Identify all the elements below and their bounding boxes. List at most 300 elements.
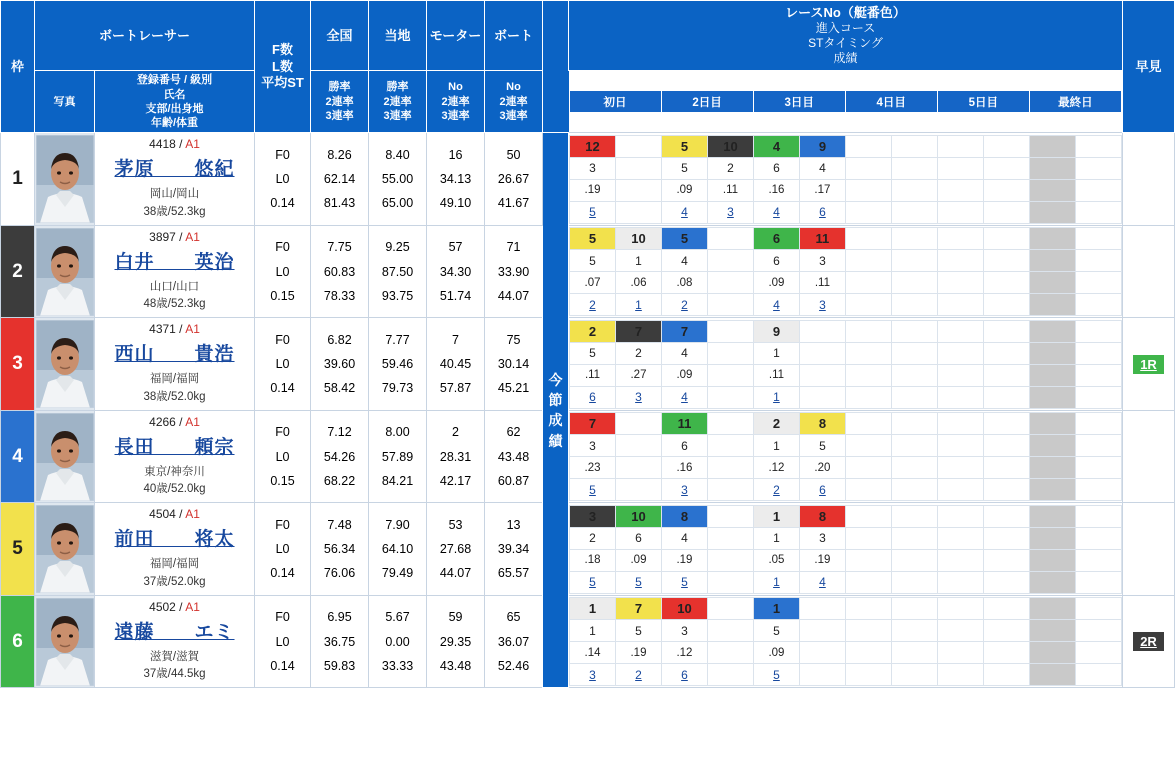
national-stats <box>311 318 369 411</box>
finish-rank-cell <box>1075 479 1121 501</box>
finish-rank-link[interactable]: 3 <box>819 297 826 312</box>
finish-rank-link[interactable]: 6 <box>819 205 826 220</box>
finish-rank-link[interactable]: 6 <box>589 390 596 405</box>
entry-course-cell <box>983 157 1029 179</box>
header-boat-no-1: 2連率 <box>499 95 528 108</box>
st-timing-cell: .09 <box>661 364 707 386</box>
race-place-cell <box>1075 135 1121 157</box>
finish-rank-link[interactable]: 1 <box>635 297 642 312</box>
racer-name-link[interactable]: 遠藤 エミ <box>114 621 235 643</box>
l-count: L0 <box>275 357 290 371</box>
st-timing-cell <box>891 457 937 479</box>
hayami-badge[interactable]: 2R <box>1133 632 1164 651</box>
finish-rank-link[interactable]: 4 <box>773 205 780 220</box>
entry-course-cell <box>799 620 845 642</box>
finish-rank-cell[interactable] <box>661 294 707 316</box>
results-grid <box>569 227 1122 316</box>
st-timing-cell: .11 <box>799 272 845 294</box>
local-3rate: 79.49 <box>381 566 414 581</box>
boat-2rate: 30.14 <box>497 357 530 371</box>
race-place-cell <box>707 598 753 620</box>
entry-course-cell <box>707 342 753 364</box>
local-3rate: 79.73 <box>381 381 414 396</box>
race-place-cell <box>937 135 983 157</box>
racer-photo[interactable] <box>35 318 95 411</box>
finish-rank-cell[interactable] <box>799 201 845 223</box>
results-course-row <box>570 527 1122 549</box>
entry-course-cell <box>1075 435 1121 457</box>
entry-course-cell <box>891 342 937 364</box>
race-place-cell <box>1075 413 1121 435</box>
lane-number: 6 <box>1 595 35 688</box>
national-2rate: 60.83 <box>323 264 356 279</box>
finish-rank-cell <box>799 664 845 686</box>
results-st-row <box>570 642 1122 664</box>
finish-rank-cell <box>707 294 753 316</box>
results-cell <box>569 595 1123 688</box>
header-boat: ボート <box>485 1 543 71</box>
results-st-row <box>570 364 1122 386</box>
entry-course-cell: 3 <box>570 157 616 179</box>
finish-rank-cell <box>845 294 891 316</box>
race-place-cell <box>1075 228 1121 250</box>
finish-rank-cell <box>937 201 983 223</box>
finish-rank-cell[interactable] <box>799 571 845 593</box>
motor-3rate: 51.74 <box>439 288 472 303</box>
st-timing-cell <box>799 364 845 386</box>
st-timing-cell <box>707 642 753 664</box>
st-timing-cell <box>1029 179 1075 201</box>
finish-rank-link[interactable]: 2 <box>773 482 780 497</box>
registration-number: 4502 / A1 <box>149 599 200 614</box>
finish-rank-cell <box>1029 571 1075 593</box>
st-timing-cell <box>799 642 845 664</box>
finish-rank-link[interactable]: 4 <box>819 575 826 590</box>
race-place-cell <box>937 505 983 527</box>
race-place-cell: 3 <box>570 505 616 527</box>
st-timing-cell <box>707 364 753 386</box>
flying-late-st <box>255 595 311 688</box>
finish-rank-cell <box>937 664 983 686</box>
racer-photo-svg <box>36 135 94 223</box>
entry-course-cell: 6 <box>616 527 662 549</box>
finish-rank-cell <box>1029 201 1075 223</box>
finish-rank-cell <box>983 386 1029 408</box>
flying-late-st <box>255 410 311 503</box>
finish-rank-link[interactable]: 5 <box>589 575 596 590</box>
entry-course-cell: 5 <box>799 435 845 457</box>
finish-rank-cell <box>937 571 983 593</box>
st-timing-cell: .16 <box>661 457 707 479</box>
race-place-cell <box>937 228 983 250</box>
st-timing-cell <box>891 179 937 201</box>
racer-row <box>1 503 1175 596</box>
boat-3rate: 44.07 <box>497 288 530 303</box>
race-place-cell: 8 <box>661 505 707 527</box>
finish-rank-link[interactable]: 1 <box>773 390 780 405</box>
racer-photo[interactable] <box>35 410 95 503</box>
header-rate-local-1: 2連率 <box>383 95 412 108</box>
motor-number: 57 <box>448 240 463 255</box>
st-timing-cell <box>937 179 983 201</box>
entry-course-cell: 4 <box>799 157 845 179</box>
finish-rank-cell[interactable] <box>753 201 799 223</box>
finish-rank-cell[interactable] <box>753 664 799 686</box>
finish-rank-link[interactable]: 5 <box>635 575 642 590</box>
entry-course-cell: 6 <box>753 157 799 179</box>
entry-course-cell: 5 <box>753 620 799 642</box>
entry-course-cell <box>845 620 891 642</box>
st-timing-cell <box>1029 549 1075 571</box>
st-timing-cell <box>1029 364 1075 386</box>
finish-rank-cell[interactable] <box>753 479 799 501</box>
racer-photo-svg <box>36 598 94 686</box>
local-win-rate: 9.25 <box>385 240 410 255</box>
finish-rank-cell <box>799 386 845 408</box>
motor-3rate: 42.17 <box>439 473 472 488</box>
race-place-cell <box>616 135 662 157</box>
racer-photo[interactable] <box>35 595 95 688</box>
hayami-badge[interactable]: 1R <box>1133 355 1164 374</box>
entry-course-cell <box>937 342 983 364</box>
motor-stats <box>427 225 485 318</box>
entry-course-cell <box>983 250 1029 272</box>
national-win-rate: 7.75 <box>327 240 352 255</box>
entry-course-cell: 2 <box>707 157 753 179</box>
results-course-row <box>570 435 1122 457</box>
racer-grade: A1 <box>185 322 200 337</box>
racer-branch: 岡山/岡山 <box>149 188 200 201</box>
results-grid <box>569 135 1122 224</box>
motor-2rate: 29.35 <box>439 634 472 649</box>
entry-course-cell <box>937 157 983 179</box>
race-place-cell: 9 <box>799 135 845 157</box>
race-place-cell: 5 <box>661 228 707 250</box>
results-cell <box>569 225 1123 318</box>
race-place-cell: 7 <box>616 598 662 620</box>
st-timing-cell <box>983 364 1029 386</box>
st-timing-cell: .11 <box>707 179 753 201</box>
header-rate-1: 2連率 <box>325 95 354 108</box>
results-place-row <box>570 413 1122 435</box>
header-no-1: 2連率 <box>441 95 470 108</box>
entry-course-cell <box>707 435 753 457</box>
st-timing-cell <box>845 457 891 479</box>
boat-3rate: 65.57 <box>497 566 530 581</box>
f-count: F0 <box>275 425 290 440</box>
racer-photo-svg <box>36 320 94 408</box>
finish-rank-link[interactable]: 2 <box>635 667 642 682</box>
st-timing-cell: .07 <box>570 272 616 294</box>
racer-name-link[interactable]: 茅原 悠紀 <box>114 159 235 181</box>
boat-stats <box>485 318 543 411</box>
l-count: L0 <box>275 449 290 464</box>
racer-photo[interactable] <box>35 503 95 596</box>
f-count: F0 <box>275 610 290 625</box>
header-fl-line-1: L数 <box>272 58 293 74</box>
results-cell <box>569 133 1123 226</box>
lane-number: 4 <box>1 410 35 503</box>
race-place-cell <box>845 135 891 157</box>
header-profile <box>95 71 255 133</box>
finish-rank-cell[interactable] <box>616 294 662 316</box>
motor-3rate: 44.07 <box>439 566 472 581</box>
header-motor-sub <box>427 71 485 133</box>
racer-age-weight: 37歳/52.0kg <box>143 575 206 588</box>
finish-rank-link[interactable]: 4 <box>773 297 780 312</box>
finish-rank-link[interactable]: 4 <box>681 205 688 220</box>
entry-course-cell <box>1075 250 1121 272</box>
entry-course-cell <box>1075 342 1121 364</box>
st-timing-cell: .09 <box>753 642 799 664</box>
finish-rank-cell[interactable] <box>616 571 662 593</box>
entry-course-cell <box>845 250 891 272</box>
entry-course-cell <box>1029 342 1075 364</box>
finish-rank-link[interactable]: 5 <box>589 205 596 220</box>
race-place-cell <box>616 413 662 435</box>
race-place-cell: 11 <box>661 413 707 435</box>
finish-rank-link[interactable]: 3 <box>727 205 734 220</box>
st-timing-cell: .20 <box>799 457 845 479</box>
header-profile-line-0: 登録番号 / 級別 <box>136 74 213 87</box>
finish-rank-cell[interactable] <box>570 664 616 686</box>
motor-2rate: 34.30 <box>439 264 472 279</box>
motor-3rate: 57.87 <box>439 381 472 396</box>
st-timing-cell <box>983 457 1029 479</box>
finish-rank-cell <box>707 386 753 408</box>
race-place-cell: 7 <box>616 320 662 342</box>
results-course-row <box>570 342 1122 364</box>
national-3rate: 78.33 <box>323 288 356 303</box>
finish-rank-link[interactable]: 3 <box>589 667 596 682</box>
national-3rate: 81.43 <box>323 196 356 211</box>
boat-number: 50 <box>506 147 521 162</box>
header-boat-sub <box>485 71 543 133</box>
st-timing-cell <box>983 549 1029 571</box>
boat-stats <box>485 133 543 226</box>
entry-course-cell <box>1029 250 1075 272</box>
boat-2rate: 39.34 <box>497 542 530 556</box>
st-timing-cell: .19 <box>799 549 845 571</box>
national-win-rate: 7.48 <box>327 517 352 532</box>
local-win-rate: 8.00 <box>385 425 410 440</box>
st-timing-cell: .11 <box>753 364 799 386</box>
racer-name-link[interactable]: 白井 英治 <box>114 251 235 273</box>
motor-stats <box>427 503 485 596</box>
header-motor: モーター <box>427 1 485 71</box>
st-timing-cell: .12 <box>661 642 707 664</box>
st-timing-cell: .05 <box>753 549 799 571</box>
finish-rank-cell[interactable] <box>570 294 616 316</box>
racer-info <box>95 318 255 411</box>
results-grid <box>569 597 1122 686</box>
finish-rank-cell <box>845 664 891 686</box>
entry-course-cell <box>1075 157 1121 179</box>
race-place-cell <box>891 320 937 342</box>
st-timing-cell <box>1029 457 1075 479</box>
flying-late-st <box>255 225 311 318</box>
entry-course-cell <box>937 527 983 549</box>
race-place-cell <box>1075 320 1121 342</box>
boat-stats <box>485 595 543 688</box>
finish-rank-cell <box>845 386 891 408</box>
finish-rank-link[interactable]: 5 <box>681 575 688 590</box>
st-timing-cell <box>937 642 983 664</box>
vertical-char-2: 成 <box>548 412 563 429</box>
results-rank-row <box>570 386 1122 408</box>
entry-course-cell: 1 <box>753 527 799 549</box>
entry-course-cell <box>1075 620 1121 642</box>
finish-rank-cell <box>845 479 891 501</box>
racer-row <box>1 410 1175 503</box>
local-2rate: 64.10 <box>381 542 414 556</box>
finish-rank-link[interactable]: 4 <box>681 390 688 405</box>
finish-rank-cell <box>983 664 1029 686</box>
header-boat-no-2: 3連率 <box>499 109 528 122</box>
race-place-cell <box>891 228 937 250</box>
header-row-1 <box>1 1 1175 71</box>
header-local-sub <box>369 71 427 133</box>
national-3rate: 76.06 <box>323 566 356 581</box>
header-no-2: 3連率 <box>441 109 470 122</box>
entry-course-cell: 6 <box>661 435 707 457</box>
finish-rank-link[interactable]: 6 <box>819 482 826 497</box>
racer-info <box>95 410 255 503</box>
national-stats <box>311 595 369 688</box>
header-profile-line-2: 支部/出身地 <box>145 102 204 115</box>
racer-name-link[interactable]: 前田 将太 <box>114 529 235 551</box>
entry-course-cell: 5 <box>616 620 662 642</box>
f-count: F0 <box>275 332 290 347</box>
finish-rank-cell[interactable] <box>661 664 707 686</box>
entry-course-cell <box>1029 435 1075 457</box>
results-st-row <box>570 549 1122 571</box>
national-stats <box>311 410 369 503</box>
l-count: L0 <box>275 172 290 186</box>
finish-rank-cell[interactable] <box>661 386 707 408</box>
finish-rank-cell[interactable] <box>753 294 799 316</box>
national-2rate: 39.60 <box>323 357 356 371</box>
st-timing-cell <box>891 549 937 571</box>
racer-name-link[interactable]: 西山 貴浩 <box>114 344 235 366</box>
racer-name-link[interactable]: 長田 頼宗 <box>114 436 235 458</box>
racer-info <box>95 225 255 318</box>
boat-2rate: 26.67 <box>497 172 530 186</box>
finish-rank-cell[interactable] <box>661 479 707 501</box>
st-timing-cell: .16 <box>753 179 799 201</box>
local-3rate: 33.33 <box>381 658 414 673</box>
finish-rank-cell[interactable] <box>570 201 616 223</box>
finish-rank-cell[interactable] <box>616 664 662 686</box>
finish-rank-cell <box>1075 201 1121 223</box>
finish-rank-cell <box>983 294 1029 316</box>
racer-age-weight: 38歳/52.0kg <box>143 390 206 403</box>
finish-rank-cell[interactable] <box>570 479 616 501</box>
finish-rank-link[interactable]: 3 <box>635 390 642 405</box>
entry-course-cell <box>845 527 891 549</box>
entry-course-cell: 3 <box>799 250 845 272</box>
current-series-label <box>543 133 569 688</box>
finish-rank-cell <box>891 664 937 686</box>
finish-rank-cell[interactable] <box>616 386 662 408</box>
results-course-row <box>570 250 1122 272</box>
results-st-row <box>570 272 1122 294</box>
header-days-container <box>569 71 1123 133</box>
motor-number: 53 <box>448 517 463 532</box>
motor-2rate: 27.68 <box>439 542 472 556</box>
finish-rank-link[interactable]: 1 <box>773 575 780 590</box>
racer-row <box>1 133 1175 226</box>
entry-course-cell <box>937 435 983 457</box>
finish-rank-cell[interactable] <box>753 571 799 593</box>
finish-rank-link[interactable]: 6 <box>681 667 688 682</box>
race-place-cell <box>799 320 845 342</box>
national-2rate: 56.34 <box>323 542 356 556</box>
st-timing-cell: .19 <box>616 642 662 664</box>
finish-rank-cell[interactable] <box>661 201 707 223</box>
race-place-cell <box>983 135 1029 157</box>
finish-rank-link[interactable]: 5 <box>773 667 780 682</box>
finish-rank-cell <box>891 294 937 316</box>
finish-rank-cell[interactable] <box>753 386 799 408</box>
entry-course-cell: 5 <box>661 157 707 179</box>
results-grid <box>569 412 1122 501</box>
finish-rank-link[interactable]: 5 <box>589 482 596 497</box>
finish-rank-link[interactable]: 2 <box>589 297 596 312</box>
racer-photo[interactable] <box>35 133 95 226</box>
boat-number: 13 <box>506 517 521 532</box>
header-lane: 枠 <box>1 1 35 133</box>
race-place-cell <box>1029 598 1075 620</box>
finish-rank-cell <box>616 479 662 501</box>
racer-photo[interactable] <box>35 225 95 318</box>
entry-course-cell <box>707 250 753 272</box>
header-rate-2: 3連率 <box>325 109 354 122</box>
local-stats <box>369 595 427 688</box>
st-timing-cell <box>845 364 891 386</box>
motor-stats <box>427 133 485 226</box>
national-stats <box>311 503 369 596</box>
finish-rank-cell[interactable] <box>661 571 707 593</box>
st-timing-cell <box>1075 272 1121 294</box>
finish-rank-cell[interactable] <box>570 571 616 593</box>
finish-rank-cell[interactable] <box>570 386 616 408</box>
race-place-cell <box>891 135 937 157</box>
st-timing-cell <box>616 179 662 201</box>
finish-rank-cell <box>707 479 753 501</box>
entry-course-cell <box>937 250 983 272</box>
finish-rank-cell <box>937 294 983 316</box>
flying-late-st <box>255 133 311 226</box>
local-2rate: 0.00 <box>385 634 410 649</box>
motor-stats <box>427 410 485 503</box>
entry-course-cell: 1 <box>616 250 662 272</box>
race-place-cell: 6 <box>753 228 799 250</box>
finish-rank-link[interactable]: 2 <box>681 297 688 312</box>
race-place-cell <box>937 320 983 342</box>
results-rank-row <box>570 479 1122 501</box>
racer-photo-svg <box>36 505 94 593</box>
results-rank-row <box>570 664 1122 686</box>
finish-rank-link[interactable]: 3 <box>681 482 688 497</box>
finish-rank-cell <box>891 571 937 593</box>
finish-rank-cell[interactable] <box>707 201 753 223</box>
national-2rate: 36.75 <box>323 634 356 649</box>
header-day-5: 最終日 <box>1029 91 1121 113</box>
finish-rank-cell[interactable] <box>799 479 845 501</box>
finish-rank-cell[interactable] <box>799 294 845 316</box>
st-timing-cell: .09 <box>661 179 707 201</box>
